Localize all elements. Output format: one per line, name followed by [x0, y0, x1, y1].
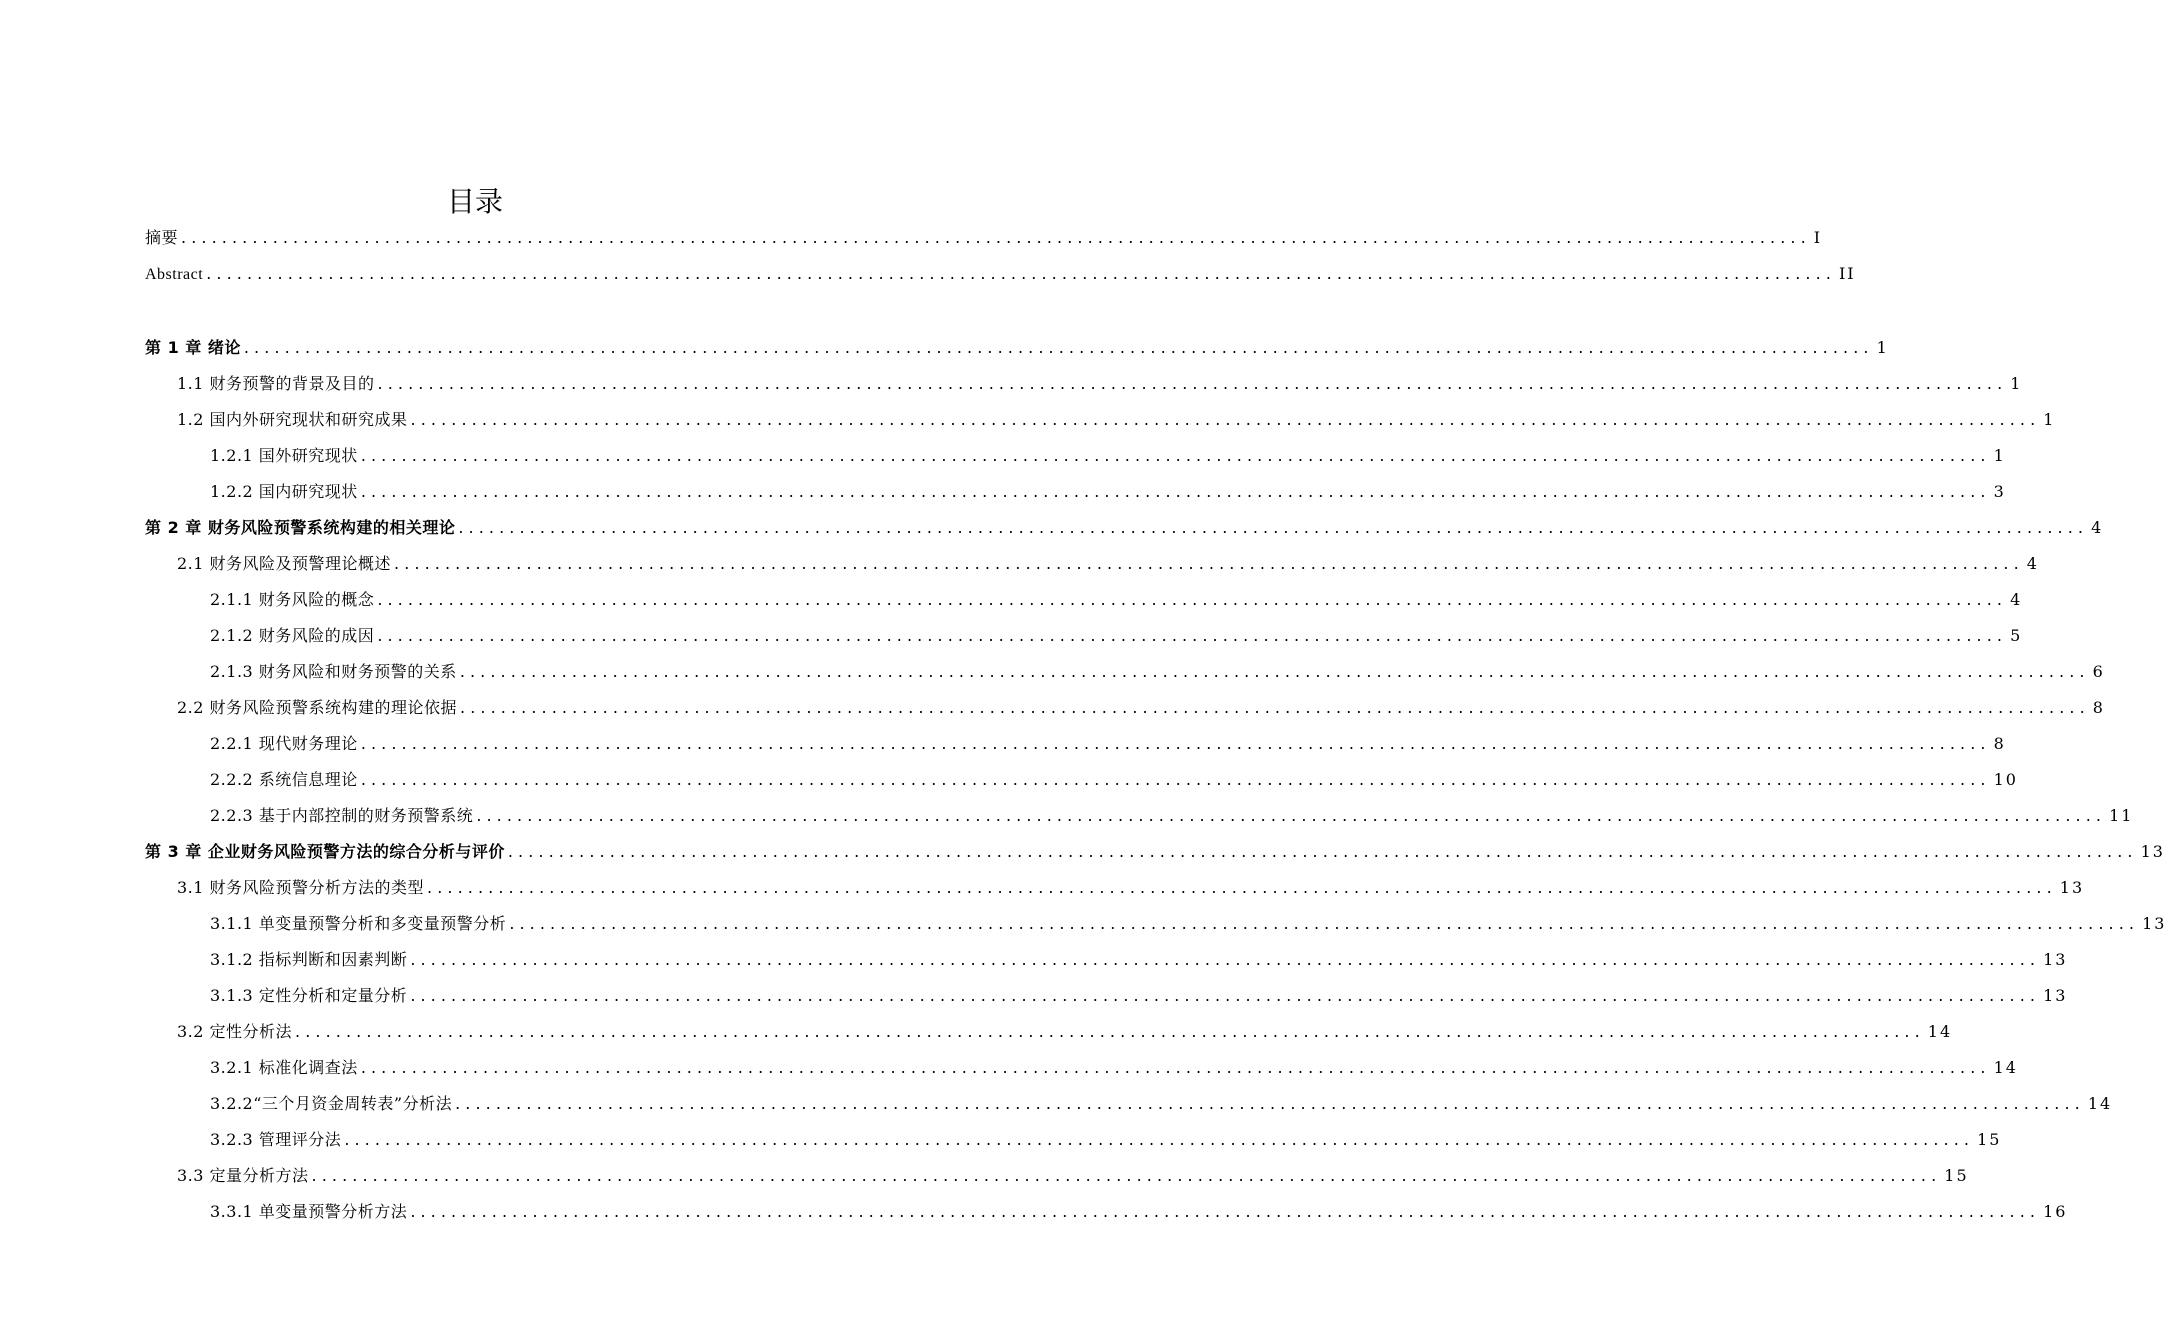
toc-entry-label: 3.3 定量分析方法	[177, 1166, 309, 1185]
toc-leader-dots: ................................................................................................................................................................	[377, 626, 2008, 645]
toc-leader-dots: ................................................................................................................................................................	[206, 264, 1836, 283]
toc-entry[interactable]	[145, 906, 2166, 942]
toc-entry-label: 2.1.1 财务风险的概念	[210, 590, 375, 609]
toc-leader-dots: ................................................................................................................................................................	[394, 554, 2024, 573]
toc-leader-dots: ................................................................................................................................................................	[311, 1166, 1942, 1185]
toc-entry-page: 8	[1993, 734, 2006, 753]
toc-entry-page: 1	[2043, 410, 2056, 429]
toc-entry-page: 5	[2010, 626, 2023, 645]
toc-leader-dots: ................................................................................................................................................................	[455, 1094, 2085, 1113]
toc-entry-label: 1.1 财务预警的背景及目的	[177, 374, 375, 393]
toc-entry-label: Abstract	[145, 266, 204, 283]
toc-leader-dots: ................................................................................................................................................................	[507, 842, 2138, 861]
toc-entry-label: 3.1.3 定性分析和定量分析	[210, 986, 408, 1005]
toc-leader-dots: ................................................................................................................................................................	[243, 338, 1874, 357]
toc-entry[interactable]	[145, 870, 2085, 906]
toc-entry-page: 4	[2010, 590, 2023, 609]
toc-entry[interactable]	[145, 798, 2134, 834]
toc-entry-label: 2.1 财务风险及预警理论概述	[177, 554, 392, 573]
toc-entry[interactable]	[145, 654, 2105, 690]
toc-entry-label: 3.2.2“三个月资金周转表”分析法	[210, 1094, 453, 1113]
toc-leader-dots: ................................................................................................................................................................	[344, 1130, 1975, 1149]
toc-entry-label: 2.2.1 现代财务理论	[210, 734, 358, 753]
toc-leader-dots: ................................................................................................................................................................	[427, 878, 2057, 897]
toc-leader-dots: ................................................................................................................................................................	[410, 950, 2041, 969]
toc-leader-dots: ................................................................................................................................................................	[360, 734, 1991, 753]
toc-entry-page: 15	[1944, 1166, 1969, 1185]
toc-entry-page: II	[1838, 264, 1856, 283]
toc-entry-label: 1.2.1 国外研究现状	[210, 446, 358, 465]
toc-entry-page: I	[1813, 228, 1823, 247]
toc-leader-dots: ................................................................................................................................................................	[509, 914, 2140, 933]
toc-entry-page: 14	[1993, 1058, 2018, 1077]
toc-entry-label: 3.3.1 单变量预警分析方法	[210, 1202, 408, 1221]
toc-entry[interactable]	[145, 366, 2023, 402]
toc-entry-label: 3.1.2 指标判断和因素判断	[210, 950, 408, 969]
toc-entry-page: 16	[2043, 1202, 2068, 1221]
toc-entry-label: 2.2.3 基于内部控制的财务预警系统	[210, 806, 474, 825]
toc-leader-dots: ................................................................................................................................................................	[181, 228, 1811, 247]
toc-leader-dots: ................................................................................................................................................................	[476, 806, 2107, 825]
toc-entry[interactable]	[145, 220, 1823, 256]
toc-entry[interactable]	[145, 1122, 2002, 1158]
toc-entry-page: 13	[2059, 878, 2085, 897]
toc-entry-label: 第 1 章 绪论	[145, 338, 241, 357]
toc-entry-label: 第 3 章 企业财务风险预警方法的综合分析与评价	[145, 842, 505, 861]
toc-entry[interactable]	[145, 1014, 1953, 1050]
toc-entry-page: 3	[1993, 482, 2006, 501]
toc-entry-label: 3.1 财务风险预警分析方法的类型	[177, 878, 425, 897]
toc-entry-page: 11	[2109, 806, 2134, 825]
toc-entry-page: 1	[1876, 338, 1889, 357]
toc-leader-dots: ................................................................................................................................................................	[377, 590, 2008, 609]
toc-entry[interactable]	[145, 726, 2006, 762]
toc-entry[interactable]	[145, 402, 2056, 438]
toc-entry[interactable]	[145, 690, 2105, 726]
toc-entry[interactable]	[145, 546, 2039, 582]
toc-entry[interactable]	[145, 834, 2165, 870]
toc-leader-dots: ................................................................................................................................................................	[410, 986, 2041, 1005]
toc-entry-label: 2.2.2 系统信息理论	[210, 770, 358, 789]
toc-entry-page: 10	[1993, 770, 2018, 789]
toc-leader-dots: ................................................................................................................................................................	[295, 1022, 1925, 1041]
toc-entry[interactable]	[145, 978, 2068, 1014]
toc-entry[interactable]	[145, 1086, 2113, 1122]
toc-entry[interactable]	[145, 510, 2104, 546]
toc-leader-dots: ................................................................................................................................................................	[458, 518, 2089, 537]
toc-entry-label: 3.1.1 单变量预警分析和多变量预警分析	[210, 914, 507, 933]
toc-entry-label: 第 2 章 财务风险预警系统构建的相关理论	[145, 518, 456, 537]
toc-leader-dots: ................................................................................................................................................................	[460, 698, 2090, 717]
toc-entry[interactable]	[145, 1194, 2068, 1230]
toc-entry[interactable]	[145, 330, 1889, 366]
toc-entry-label: 1.2 国内外研究现状和研究成果	[177, 410, 408, 429]
toc-entry-label: 2.1.3 财务风险和财务预警的关系	[210, 662, 457, 681]
toc-leader-dots: ................................................................................................................................................................	[360, 446, 1991, 465]
toc-list	[145, 220, 2166, 1230]
toc-entry[interactable]	[145, 1158, 1969, 1194]
toc-entry-page: 4	[2026, 554, 2039, 573]
toc-leader-dots: ................................................................................................................................................................	[360, 1058, 1991, 1077]
toc-leader-dots: ................................................................................................................................................................	[410, 410, 2041, 429]
toc-entry[interactable]	[145, 942, 2068, 978]
toc-entry-page: 6	[2092, 662, 2105, 681]
toc-entry-page: 13	[2043, 986, 2068, 1005]
toc-entry-page: 15	[1977, 1130, 2002, 1149]
toc-entry-page: 13	[2142, 914, 2166, 933]
toc-entry-page: 14	[1927, 1022, 1953, 1041]
toc-entry-page: 1	[2010, 374, 2023, 393]
toc-entry-page: 1	[1993, 446, 2006, 465]
toc-leader-dots: ................................................................................................................................................................	[360, 482, 1991, 501]
toc-leader-dots: ................................................................................................................................................................	[377, 374, 2008, 393]
toc-entry[interactable]	[145, 1050, 2018, 1086]
toc-entry[interactable]	[145, 762, 2018, 798]
toc-leader-dots: ................................................................................................................................................................	[459, 662, 2090, 681]
toc-entry-label: 2.1.2 财务风险的成因	[210, 626, 375, 645]
toc-entry-page: 4	[2091, 518, 2104, 537]
toc-entry-label: 1.2.2 国内研究现状	[210, 482, 358, 501]
toc-entry[interactable]	[145, 438, 2006, 474]
toc-entry-label: 3.2.1 标准化调查法	[210, 1058, 358, 1077]
toc-entry[interactable]	[145, 582, 2023, 618]
toc-leader-dots: ................................................................................................................................................................	[410, 1202, 2041, 1221]
toc-title: 目录	[446, 185, 503, 218]
toc-entry-page: 13	[2043, 950, 2068, 969]
toc-entry[interactable]	[145, 256, 1856, 292]
toc-entry-label: 3.2.3 管理评分法	[210, 1130, 342, 1149]
toc-entry-label: 摘要	[145, 228, 179, 247]
toc-entry-label: 3.2 定性分析法	[177, 1022, 293, 1041]
toc-entry-page: 14	[2087, 1094, 2113, 1113]
toc-leader-dots: ................................................................................................................................................................	[360, 770, 1991, 789]
toc-entry-page: 8	[2092, 698, 2105, 717]
toc-entry[interactable]	[145, 618, 2023, 654]
toc-entry-page: 13	[2140, 842, 2165, 861]
toc-entry-label: 2.2 财务风险预警系统构建的理论依据	[177, 698, 458, 717]
toc-entry[interactable]	[145, 474, 2006, 510]
